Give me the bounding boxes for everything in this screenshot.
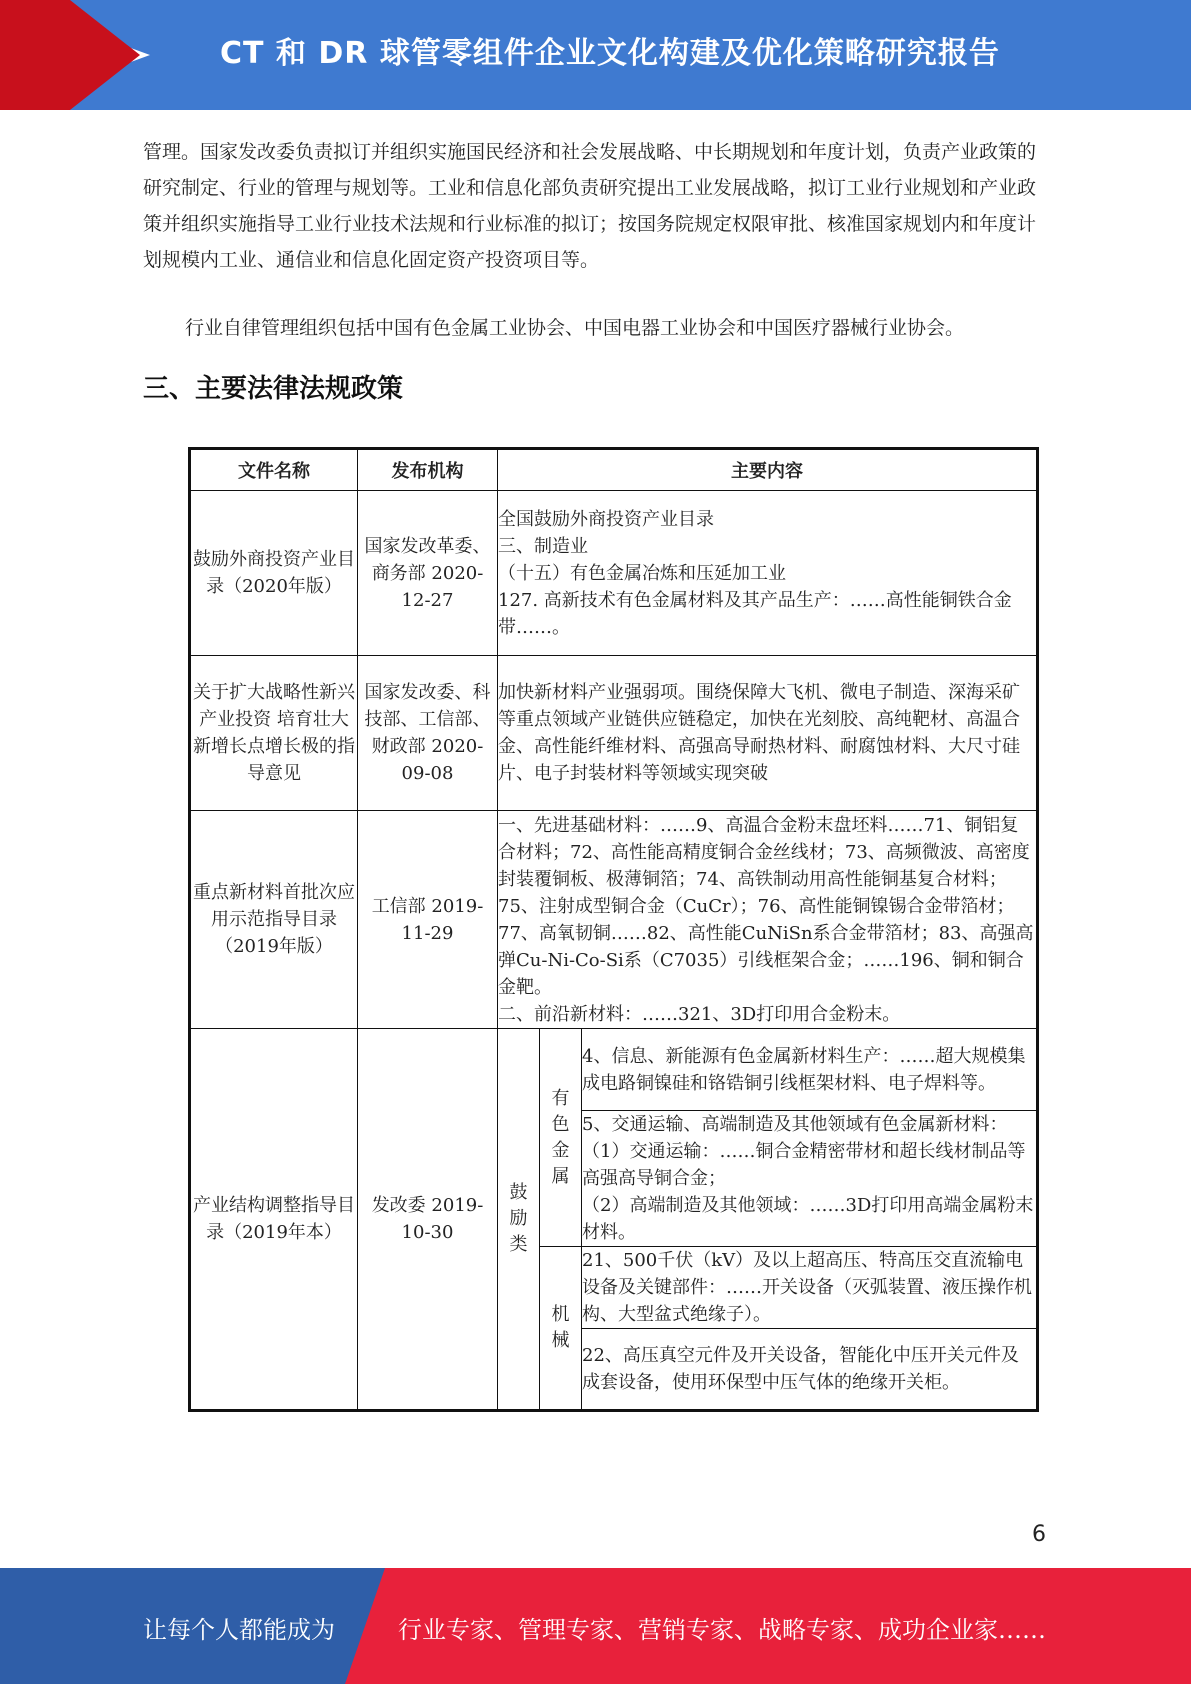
category-label: 鼓励类 [509,1182,528,1255]
footer-blue-slant [345,1568,385,1684]
header-issuer: 发布机构 [358,449,498,491]
report-title: CT 和 DR 球管零组件企业文化构建及优化策略研究报告 [220,36,1000,71]
page-header [0,0,1191,110]
doc-name-cell: 关于扩大战略性新兴产业投资 培育壮大新增长点增长极的指导意见 [190,656,358,811]
paragraph-self-regulatory: 行业自律管理组织包括中国有色金属工业协会、中国电器工业协会和中国医疗器械行业协会。 [185,317,965,339]
item-text: 4、信息、新能源有色金属新材料生产：……超大规模集成电路铜镍硅和铬锆铜引线框架材料、电子焊料等。 [582,1045,1026,1094]
category-cell [498,1029,540,1411]
item-cell [582,1247,1038,1329]
issuer-cell: 发改委 2019-10-30 [358,1029,498,1411]
group-label: 有色金属 [551,1087,570,1187]
policy-table [188,447,1039,1412]
group-label-cell [540,1247,582,1411]
item-text: 21、500千伏（kV）及以上超高压、特高压交直流输电设备及关键部件：……开关设备（灭弧装置、液压操作机构、大型盆式绝缘子）。 [582,1250,1032,1325]
footer-slogan-left: 让每个人都能成为 [143,1616,335,1644]
table-header-row [190,449,1038,491]
table-row [190,811,1038,1029]
header-red-block [0,0,70,110]
item-text: 5、交通运输、高端制造及其他领域有色金属新材料：（1）交通运输：……铜合金精密带材和超长线材制品等高强高导铜合金； （2）高端制造及其他领域：……3D打印用高端金属粉末材料。 [582,1114,1034,1243]
page-footer [0,1568,1191,1684]
item-cell [582,1329,1038,1411]
group-label-cell [540,1029,582,1247]
table-row [190,1029,1038,1111]
policy-table-container [188,447,1038,1409]
page-number: 6 [1032,1522,1046,1547]
issuer-cell: 国家发改革委、商务部 2020-12-27 [358,491,498,656]
doc-name-cell: 鼓励外商投资产业目录（2020年版） [190,491,358,656]
doc-name-cell: 产业结构调整指导目录（2019年本） [190,1029,358,1411]
content-text: 加快新材料产业强弱项。围绕保障大飞机、微电子制造、深海采矿等重点领域产业链供应链稳定，加快在光刻胶、高纯靶材、高温合金、高性能纤维材料、高强高导耐热材料、耐腐蚀材料、大尺寸硅片、电子封装材料等领域实现突破 [498,682,1020,784]
table-row [190,656,1038,811]
header-red-chevron [70,0,140,110]
group-label: 机械 [551,1304,570,1351]
section-heading: 三、主要法律法规政策 [143,374,404,404]
table-row [190,491,1038,656]
item-cell [582,1029,1038,1111]
content-cell [498,491,1038,656]
doc-name-cell: 重点新材料首批次应用示范指导目录（2019年版） [190,811,358,1029]
header-main-content: 主要内容 [498,449,1038,491]
item-text: 22、高压真空元件及开关设备，智能化中压开关元件及成套设备，使用环保型中压气体的绝缘开关柜。 [582,1345,1019,1393]
content-text: 全国鼓励外商投资产业目录 三、制造业 （十五）有色金属冶炼和压延加工业 127. 高新技术有色金属材料及其产品生产：……高性能铜铁合金带……。 [498,508,1012,638]
paragraph-agency-duties: 管理。国家发改委负责拟订并组织实施国民经济和社会发展战略、中长期规划和年度计划，负责产业政策的研究制定、行业的管理与规划等。工业和信息化部负责研究提出工业发展战略，拟订工业行业规划和产业政策并组织实施指导工业行业技术法规和行业标准的拟订；按国务院规定权限审批、核准国家规划内和年度计划规模内工业、通信业和信息化固定资产投资项目等。 [143,141,1037,271]
issuer-cell: 工信部 2019-11-29 [358,811,498,1029]
content-cell [498,656,1038,811]
content-cell [498,811,1038,1029]
header-doc-name: 文件名称 [190,449,358,491]
footer-slogan-right: 行业专家、管理专家、营销专家、战略专家、成功企业家…… [398,1616,1046,1644]
item-cell [582,1111,1038,1247]
content-text: 一、先进基础材料：……9、高温合金粉末盘坯料……71、铜铝复合材料；72、高性能高精度铜合金丝线材；73、高频微波、高密度封装覆铜板、极薄铜箔；74、高铁制动用高性能铜基复合材料；75、注射成型铜合金（CuCr）；76、高性能铜镍锡合金带箔材；77、高氧韧铜……82、高性能CuNiSn系合金带箔材；83、高强高弹Cu-Ni-Co-Si系（C7035）引线框架合金；……196、铜和铜合金靶。 二、前沿新材料：……321、3D打印用合金粉末。 [498,814,1034,1025]
issuer-cell: 国家发改委、科技部、工信部、财政部 2020-09-08 [358,656,498,811]
